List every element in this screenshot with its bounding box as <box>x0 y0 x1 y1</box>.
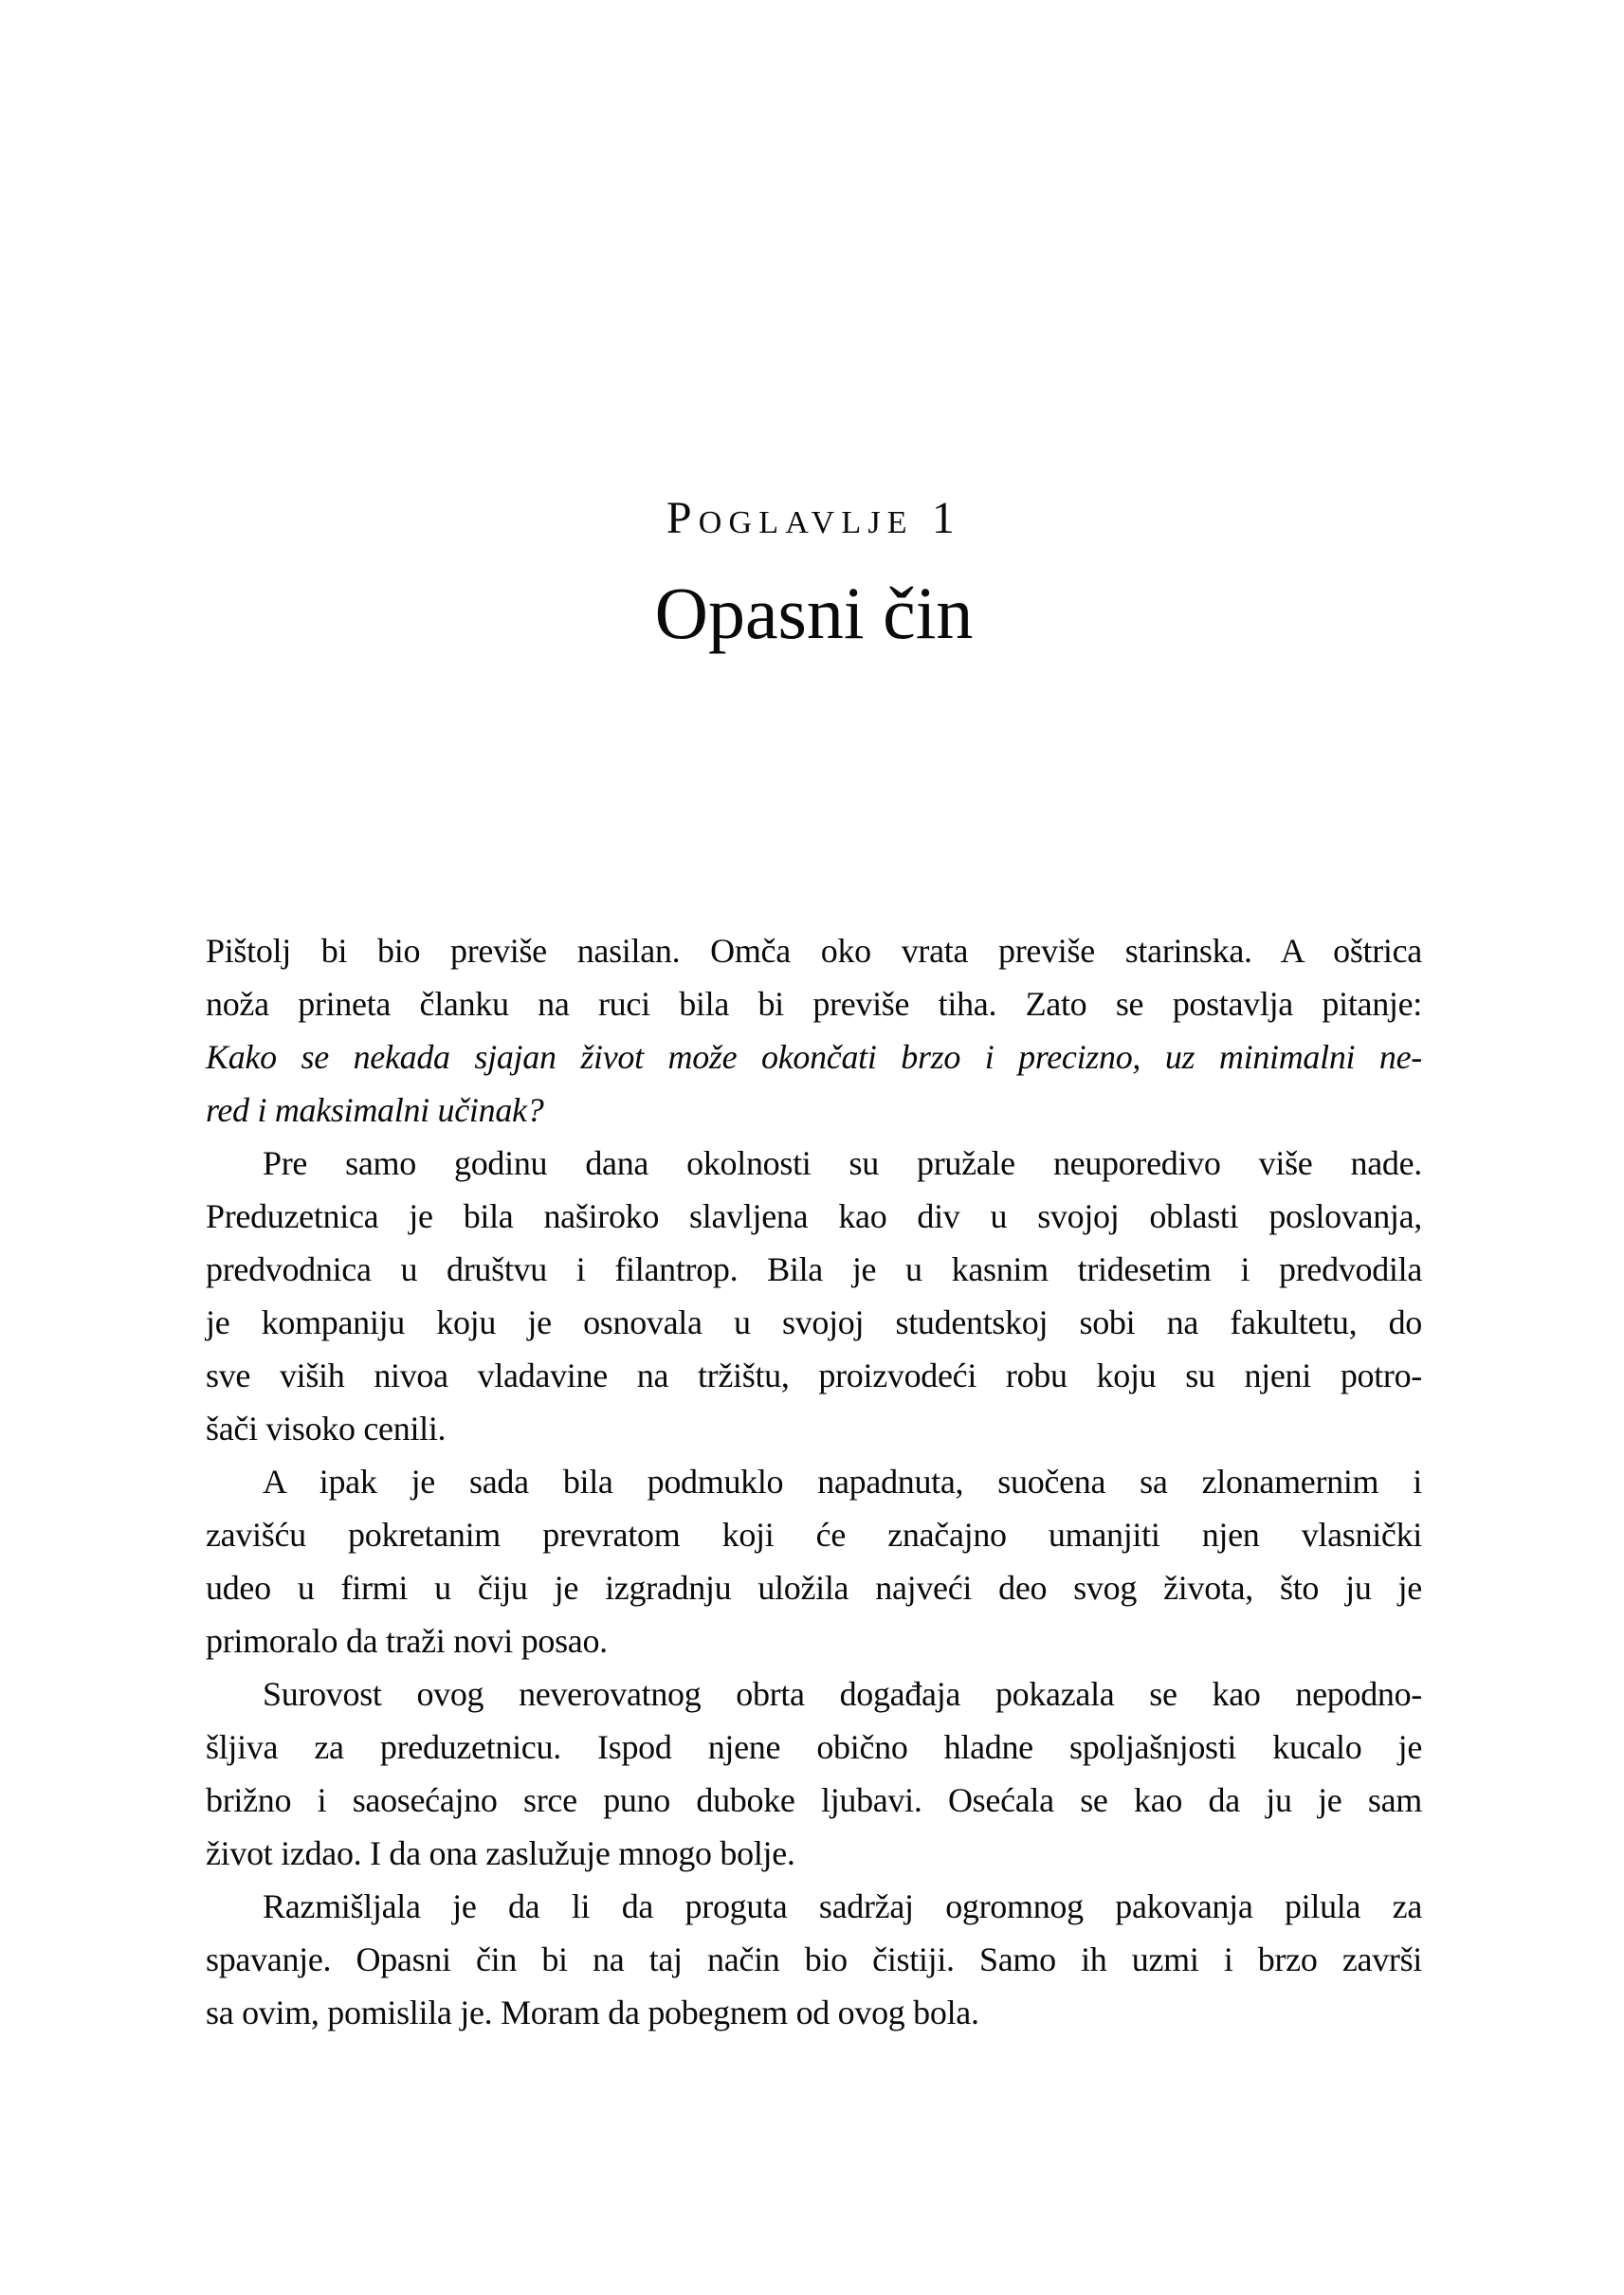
text-line <box>206 977 1422 1030</box>
text-line <box>206 1402 1422 1455</box>
italic-text-segment: red i maksimalni učinak? <box>206 1091 544 1129</box>
chapter-label: Poglavlje 1 <box>666 493 962 543</box>
text-line <box>206 1721 1422 1774</box>
text-line <box>206 1667 1422 1721</box>
text-line <box>206 1296 1422 1349</box>
text-segment: noža prineta članku na ruci bila bi previše tiha. Zato se postavlja pitanje: <box>206 985 1422 1023</box>
text-line <box>206 1933 1422 1986</box>
text-segment: Preduzetnica je bila naširoko slavljena kao div u svojoj oblasti poslovanja, <box>206 1197 1422 1235</box>
text-line <box>206 924 1422 977</box>
paragraph <box>206 924 1422 1137</box>
text-line <box>206 1986 1422 2039</box>
text-segment: predvodnica u društvu i filantrop. Bila je u kasnim tridesetim i predvodila <box>206 1250 1422 1288</box>
text-segment: spavanje. Opasni čin bi na taj način bio čistiji. Samo ih uzmi i brzo završi <box>206 1940 1422 1978</box>
chapter-title: Opasni čin <box>654 572 974 654</box>
paragraph <box>206 1137 1422 1455</box>
text-line <box>206 1455 1422 1508</box>
text-line <box>206 1084 1422 1137</box>
text-segment: Pištolj bi bio previše nasilan. Omča oko vrata previše starinska. A oštrica <box>206 932 1422 970</box>
text-line <box>206 1137 1422 1190</box>
text-segment: sve viših nivoa vladavine na tržištu, proizvodeći robu koju su njeni potro- <box>206 1357 1422 1394</box>
text-line <box>206 1243 1422 1296</box>
text-segment: šljiva za preduzetnicu. Ispod njene obično hladne spoljašnjosti kucalo je <box>206 1728 1422 1766</box>
text-segment: brižno i saosećajno srce puno duboke ljubavi. Osećala se kao da ju je sam <box>206 1781 1422 1819</box>
paragraph <box>206 1880 1422 2039</box>
text-segment: sa ovim, pomislila je. Moram da pobegnem od ovog bola. <box>206 1994 979 2031</box>
text-segment: udeo u firmi u čiju je izgradnju uložila najveći deo svog života, što ju je <box>206 1569 1422 1607</box>
text-segment: zavišću pokretanim prevratom koji će značajno umanjiti njen vlasnički <box>206 1516 1422 1554</box>
text-line <box>206 1508 1422 1561</box>
text-line <box>206 1030 1422 1084</box>
text-line <box>206 1561 1422 1614</box>
paragraph <box>206 1455 1422 1667</box>
text-segment: primoralo da traži novi posao. <box>206 1622 608 1660</box>
text-line <box>206 1827 1422 1880</box>
text-segment: Surovost ovog neverovatnog obrta događaja pokazala se kao nepodno- <box>263 1675 1422 1713</box>
text-line <box>206 1774 1422 1827</box>
text-segment: život izdao. I da ona zaslužuje mnogo bolje. <box>206 1834 795 1872</box>
italic-text-segment: Kako se nekada sjajan život može okončati brzo i precizno, uz minimalni ne- <box>206 1038 1422 1076</box>
text-segment: je kompaniju koju je osnovala u svojoj studentskoj sobi na fakultetu, do <box>206 1303 1422 1341</box>
paragraph <box>206 1667 1422 1880</box>
text-line <box>206 1880 1422 1933</box>
text-line <box>206 1614 1422 1667</box>
text-segment: Razmišljala je da li da proguta sadržaj ogromnog pakovanja pilula za <box>263 1887 1422 1925</box>
text-segment: šači visoko cenili. <box>206 1410 447 1448</box>
text-segment: A ipak je sada bila podmuklo napadnuta, suočena sa zlonamernim i <box>263 1463 1422 1501</box>
text-line <box>206 1190 1422 1243</box>
text-segment: Pre samo godinu dana okolnosti su pružale neuporedivo više nade. <box>263 1144 1422 1182</box>
body-text <box>206 924 1422 2039</box>
text-line <box>206 1349 1422 1402</box>
